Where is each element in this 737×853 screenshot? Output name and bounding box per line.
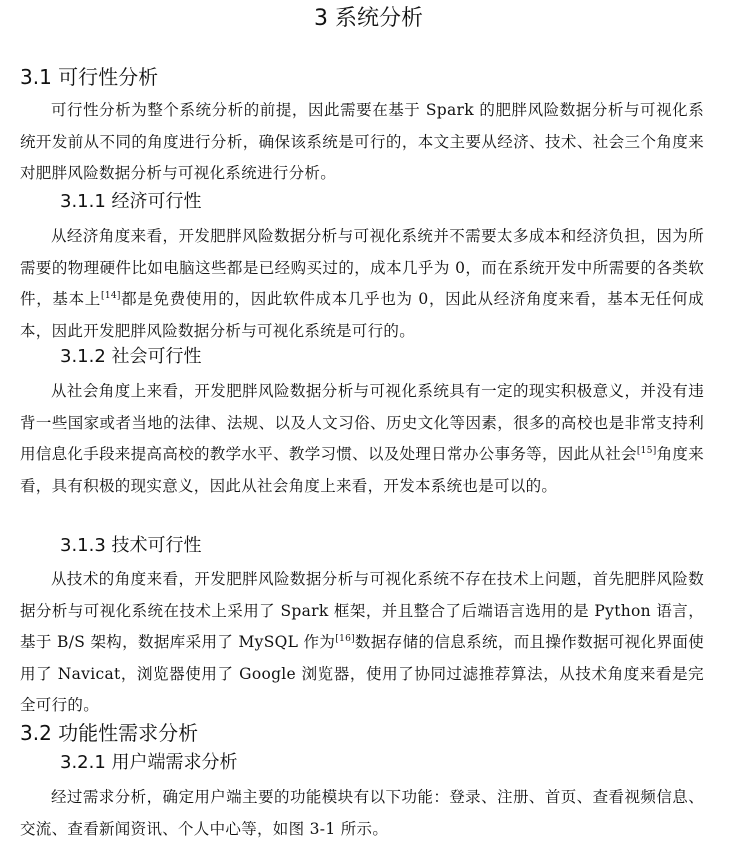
paragraph-text: 从技术的角度来看，开发肥胖风险数据分析与可视化系统不存在技术上问题，首先肥胖风险数据分析与可视化系统在技术上采用了 Spark 框架，并且整合了后端语言选用的是 Python 语言，基于 B/S 架构，数据库采用了 MySQL 作为 [20,570,704,651]
paragraph-text: 数据存储的信息系统，而且操作数据可视化界面使用了 Navicat，浏览器使用了 Google 浏览器，使用了协同过滤推荐算法，从技术角度来看是完全可行的。 [20,633,705,714]
paragraph-economic-feasibility [20,221,704,347]
paragraph-feasibility-intro: 可行性分析为整个系统分析的前提，因此需要在基于 Spark 的肥胖风险数据分析与可视化系统开发前从不同的角度进行分析，确保该系统是可行的，本文主要从经济、技术、社会三个角度来对肥胖风险数据分析与可视化系统进行分析。 [20,101,704,182]
citation-marker: [14] [101,290,121,301]
paragraph-text: 角度来看，具有积极的现实意义，因此从社会角度上来看，开发本系统也是可以的。 [20,445,704,495]
section-title-3-1: 3.1 可行性分析 [20,65,159,89]
paragraph-text: 从经济角度来看，开发肥胖风险数据分析与可视化系统并不需要太多成本和经济负担，因为所需要的物理硬件比如电脑这些都是已经购买过的，成本几乎为 0，而在系统开发中所需要的各类软件，基本上 [20,227,704,308]
paragraph-text: 都是免费使用的，因此软件成本几乎也为 0，因此从经济角度来看，基本无任何成本，因此开发肥胖风险数据分析与可视化系统是可行的。 [20,290,704,340]
citation-marker: [16] [335,633,355,644]
subsection-title-3-2-1: 3.2.1 用户端需求分析 [60,752,238,773]
section-title-3-2: 3.2 功能性需求分析 [20,721,199,745]
subsection-title-3-1-1: 3.1.1 经济可行性 [60,191,202,212]
paragraph-social-feasibility [20,376,704,502]
subsection-title-3-1-2: 3.1.2 社会可行性 [60,346,202,367]
paragraph-technical-feasibility [20,564,704,722]
paragraph-user-requirements: 经过需求分析，确定用户端主要的功能模块有以下功能：登录、注册、首页、查看视频信息、交流、查看新闻资讯、个人中心等，如图 3-1 所示。 [20,788,704,838]
citation-marker: [15] [636,445,657,456]
subsection-title-3-1-3: 3.1.3 技术可行性 [60,535,202,556]
paragraph-text: 从社会角度上来看，开发肥胖风险数据分析与可视化系统具有一定的现实积极意义，并没有违背一些国家或者当地的法律、法规、以及人文习俗、历史文化等因素，很多的高校也是非常支持利用信息化手段来提高高校的教学水平、教学习惯、以及处理日常办公事务等，因此从社会 [20,382,704,463]
chapter-title: 3 系统分析 [314,6,423,31]
